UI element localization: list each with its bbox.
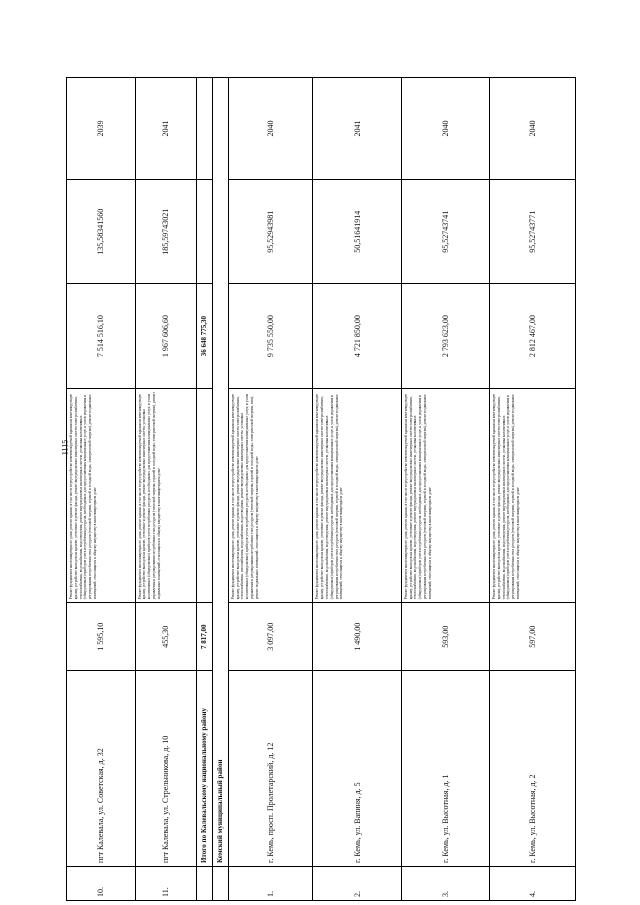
total-empty-cell xyxy=(196,867,212,901)
page-number: 1115 xyxy=(60,439,70,456)
row-year: 2040 xyxy=(401,78,489,180)
row-works: Ремонт фундамента многоквартирного дома, ремонт крыши, в том числе переустройство невентилируемой крыши на вентилируемую крышу, устройство выходов на кровлю, утепление и ремонт фасада, ремонт внутридомовых инженерных систем электроснабжения, теплоснабжения, водоснабжения, водоотведения, ремонт внутридомовых инженерных систем, установка коллективных (общедомовых) приборов учета потребления ресурсов, необходимых для предоставления коммунальных услуг, и узлов управления и регулирования потребления этих ресурсов (тепловой энергии, горячей и холодной воды, электрической энергии), ремонт подвальных помещений, относящихся к общему имуществу в многоквартирном доме xyxy=(67,388,136,603)
row-address: пгт Калевала, ул. Советская, д. 32 xyxy=(67,671,136,867)
row-area: 3 097,00 xyxy=(228,603,313,671)
row-cost: 9 735 550,00 xyxy=(228,284,313,388)
total-empty-cell xyxy=(196,388,212,603)
row-year: 2040 xyxy=(490,78,576,180)
row-cost: 1 967 606,60 xyxy=(135,284,196,388)
row-cost-per-m2: 50,51641914 xyxy=(313,180,401,284)
row-year: 2041 xyxy=(313,78,401,180)
row-works: Ремонт фундамента многоквартирного дома, ремонт крыши, в том числе переустройство невентилируемой крыши на вентилируемую крышу, устройство выходов на кровлю, утепление и ремонт фасада, ремонт внутридомовых инженерных систем электроснабжения, теплоснабжения, водоснабжения, водоотведения, ремонт внутридомовых инженерных систем, установка коллективных (общедомовых) приборов учета потребления ресурсов, необходимых для предоставления коммунальных услуг, и узлов управления и регулирования потребления этих ресурсов (тепловой энергии, горячей и холодной воды, электрической энергии), ремонт подвальных помещений, относящихся к общему имуществу в многоквартирном доме xyxy=(313,388,401,603)
total-label: Итого по Калевальскому национальному району xyxy=(196,671,212,867)
row-number: 1. xyxy=(228,867,313,901)
row-cost: 2 812 467,00 xyxy=(490,284,576,388)
total-empty-cell xyxy=(196,180,212,284)
row-area: 1 490,00 xyxy=(313,603,401,671)
row-address: пгт Калевала, ул. Стрельникова, д. 10 xyxy=(135,671,196,867)
rotated-table-frame xyxy=(66,77,576,901)
row-cost: 2 793 623,00 xyxy=(401,284,489,388)
row-cost-per-m2: 135,58341560 xyxy=(67,180,136,284)
district-label: Кемский муниципальный район xyxy=(212,78,228,867)
table-row xyxy=(228,78,313,901)
rotated-table-content xyxy=(66,77,576,901)
row-cost: 7 514 516,10 xyxy=(67,284,136,388)
total-empty-cell xyxy=(196,78,212,180)
row-works: Ремонт фундамента многоквартирного дома, ремонт крыши, в том числе переустройство невентилируемой крыши на вентилируемую крышу, устройство выходов на кровлю, утепление и ремонт фасада, ремонт внутридомовых инженерных систем, установка коллективных (общедомовых) приборов учета потребления ресурсов, необходимых для предоставления коммунальных услуг, и узлов управления и регулирования потребления этих ресурсов (тепловой энергии, горячей и холодной воды, электрической энергии), ремонт подвальных помещений, относящихся к общему имуществу в многоквартирном доме xyxy=(135,388,196,603)
row-works: Ремонт фундамента многоквартирного дома, ремонт крыши, в том числе переустройство невентилируемой крыши на вентилируемую крышу, устройство выходов на кровлю, утепление и ремонт фасада, ремонт внутридомовых инженерных систем электроснабжения, теплоснабжения, водоснабжения, водоотведения, ремонт внутридомовых инженерных систем, установка коллективных (общедомовых) приборов учета потребления ресурсов, необходимых для предоставления коммунальных услуг, и узлов управления и регулирования потребления этих ресурсов (тепловой энергии, горячей и холодной воды, электрической энергии), ремонт подвальных помещений, относящихся к общему имуществу в многоквартирном доме xyxy=(490,388,576,603)
row-cost-per-m2: 185,59743021 xyxy=(135,180,196,284)
row-cost-per-m2: 95,52943981 xyxy=(228,180,313,284)
table-row xyxy=(135,78,196,901)
row-number: 2. xyxy=(313,867,401,901)
row-cost-per-m2: 95,52743741 xyxy=(401,180,489,284)
row-area: 593,00 xyxy=(401,603,489,671)
row-works: Ремонт фундамента многоквартирного дома, ремонт крыши, в том числе переустройство невентилируемой крыши на вентилируемую крышу, устройство выходов на кровлю, утепление и ремонт фасада, ремонт внутридомовых инженерных систем электроснабжения, теплоснабжения, газоснабжения, водоснабжения, водоотведения, ремонт внутридомовых инженерных систем, установка коллективных (общедомовых) приборов учета потребления ресурсов, необходимых для предоставления коммунальных услуг, и узлов управления и регулирования потребления этих ресурсов (тепловой энергии, горячей и холодной воды, электрической энергии, газа), ремонт подвальных помещений, относящихся к общему имуществу в многоквартирном доме xyxy=(228,388,313,603)
row-address: г. Кемь, ул. Высотная, д. 2 xyxy=(490,671,576,867)
table-row xyxy=(490,78,576,901)
row-year: 2039 xyxy=(67,78,136,180)
table-row xyxy=(67,78,136,901)
row-year: 2040 xyxy=(228,78,313,180)
row-number: 3. xyxy=(401,867,489,901)
total-cost: 36 648 775,30 xyxy=(196,284,212,388)
row-works: Ремонт фундамента многоквартирного дома, ремонт крыши, в том числе переустройство невентилируемой крыши на вентилируемую крышу, устройство выходов на кровлю, утепление и ремонт фасада, ремонт внутридомовых инженерных систем электроснабжения, теплоснабжения, водоснабжения, водоотведения, ремонт внутридомовых инженерных систем, установка коллективных (общедомовых) приборов учета потребления ресурсов, необходимых для предоставления коммунальных услуг, и узлов управления и регулирования потребления этих ресурсов (тепловой энергии, горячей и холодной воды, электрической энергии), ремонт подвальных помещений, относящихся к общему имуществу в многоквартирном доме xyxy=(401,388,489,603)
total-row xyxy=(196,78,212,901)
row-address: г. Кемь, просп. Пролетарский, д. 12 xyxy=(228,671,313,867)
capital-repair-table xyxy=(66,77,576,901)
row-area: 597,00 xyxy=(490,603,576,671)
row-address: г. Кемь, ул. Вапиня, д. 5 xyxy=(313,671,401,867)
row-cost: 4 721 850,00 xyxy=(313,284,401,388)
row-address: г. Кемь, ул. Высотная, д. 1 xyxy=(401,671,489,867)
row-year: 2041 xyxy=(135,78,196,180)
row-area: 1 595,10 xyxy=(67,603,136,671)
row-cost-per-m2: 95,52743771 xyxy=(490,180,576,284)
district-empty-cell xyxy=(212,867,228,901)
table-row xyxy=(313,78,401,901)
district-row xyxy=(212,78,228,901)
row-number: 4. xyxy=(490,867,576,901)
table-row xyxy=(401,78,489,901)
row-number: 10. xyxy=(67,867,136,901)
row-area: 455,30 xyxy=(135,603,196,671)
total-area: 7 817,00 xyxy=(196,603,212,671)
row-number: 11. xyxy=(135,867,196,901)
